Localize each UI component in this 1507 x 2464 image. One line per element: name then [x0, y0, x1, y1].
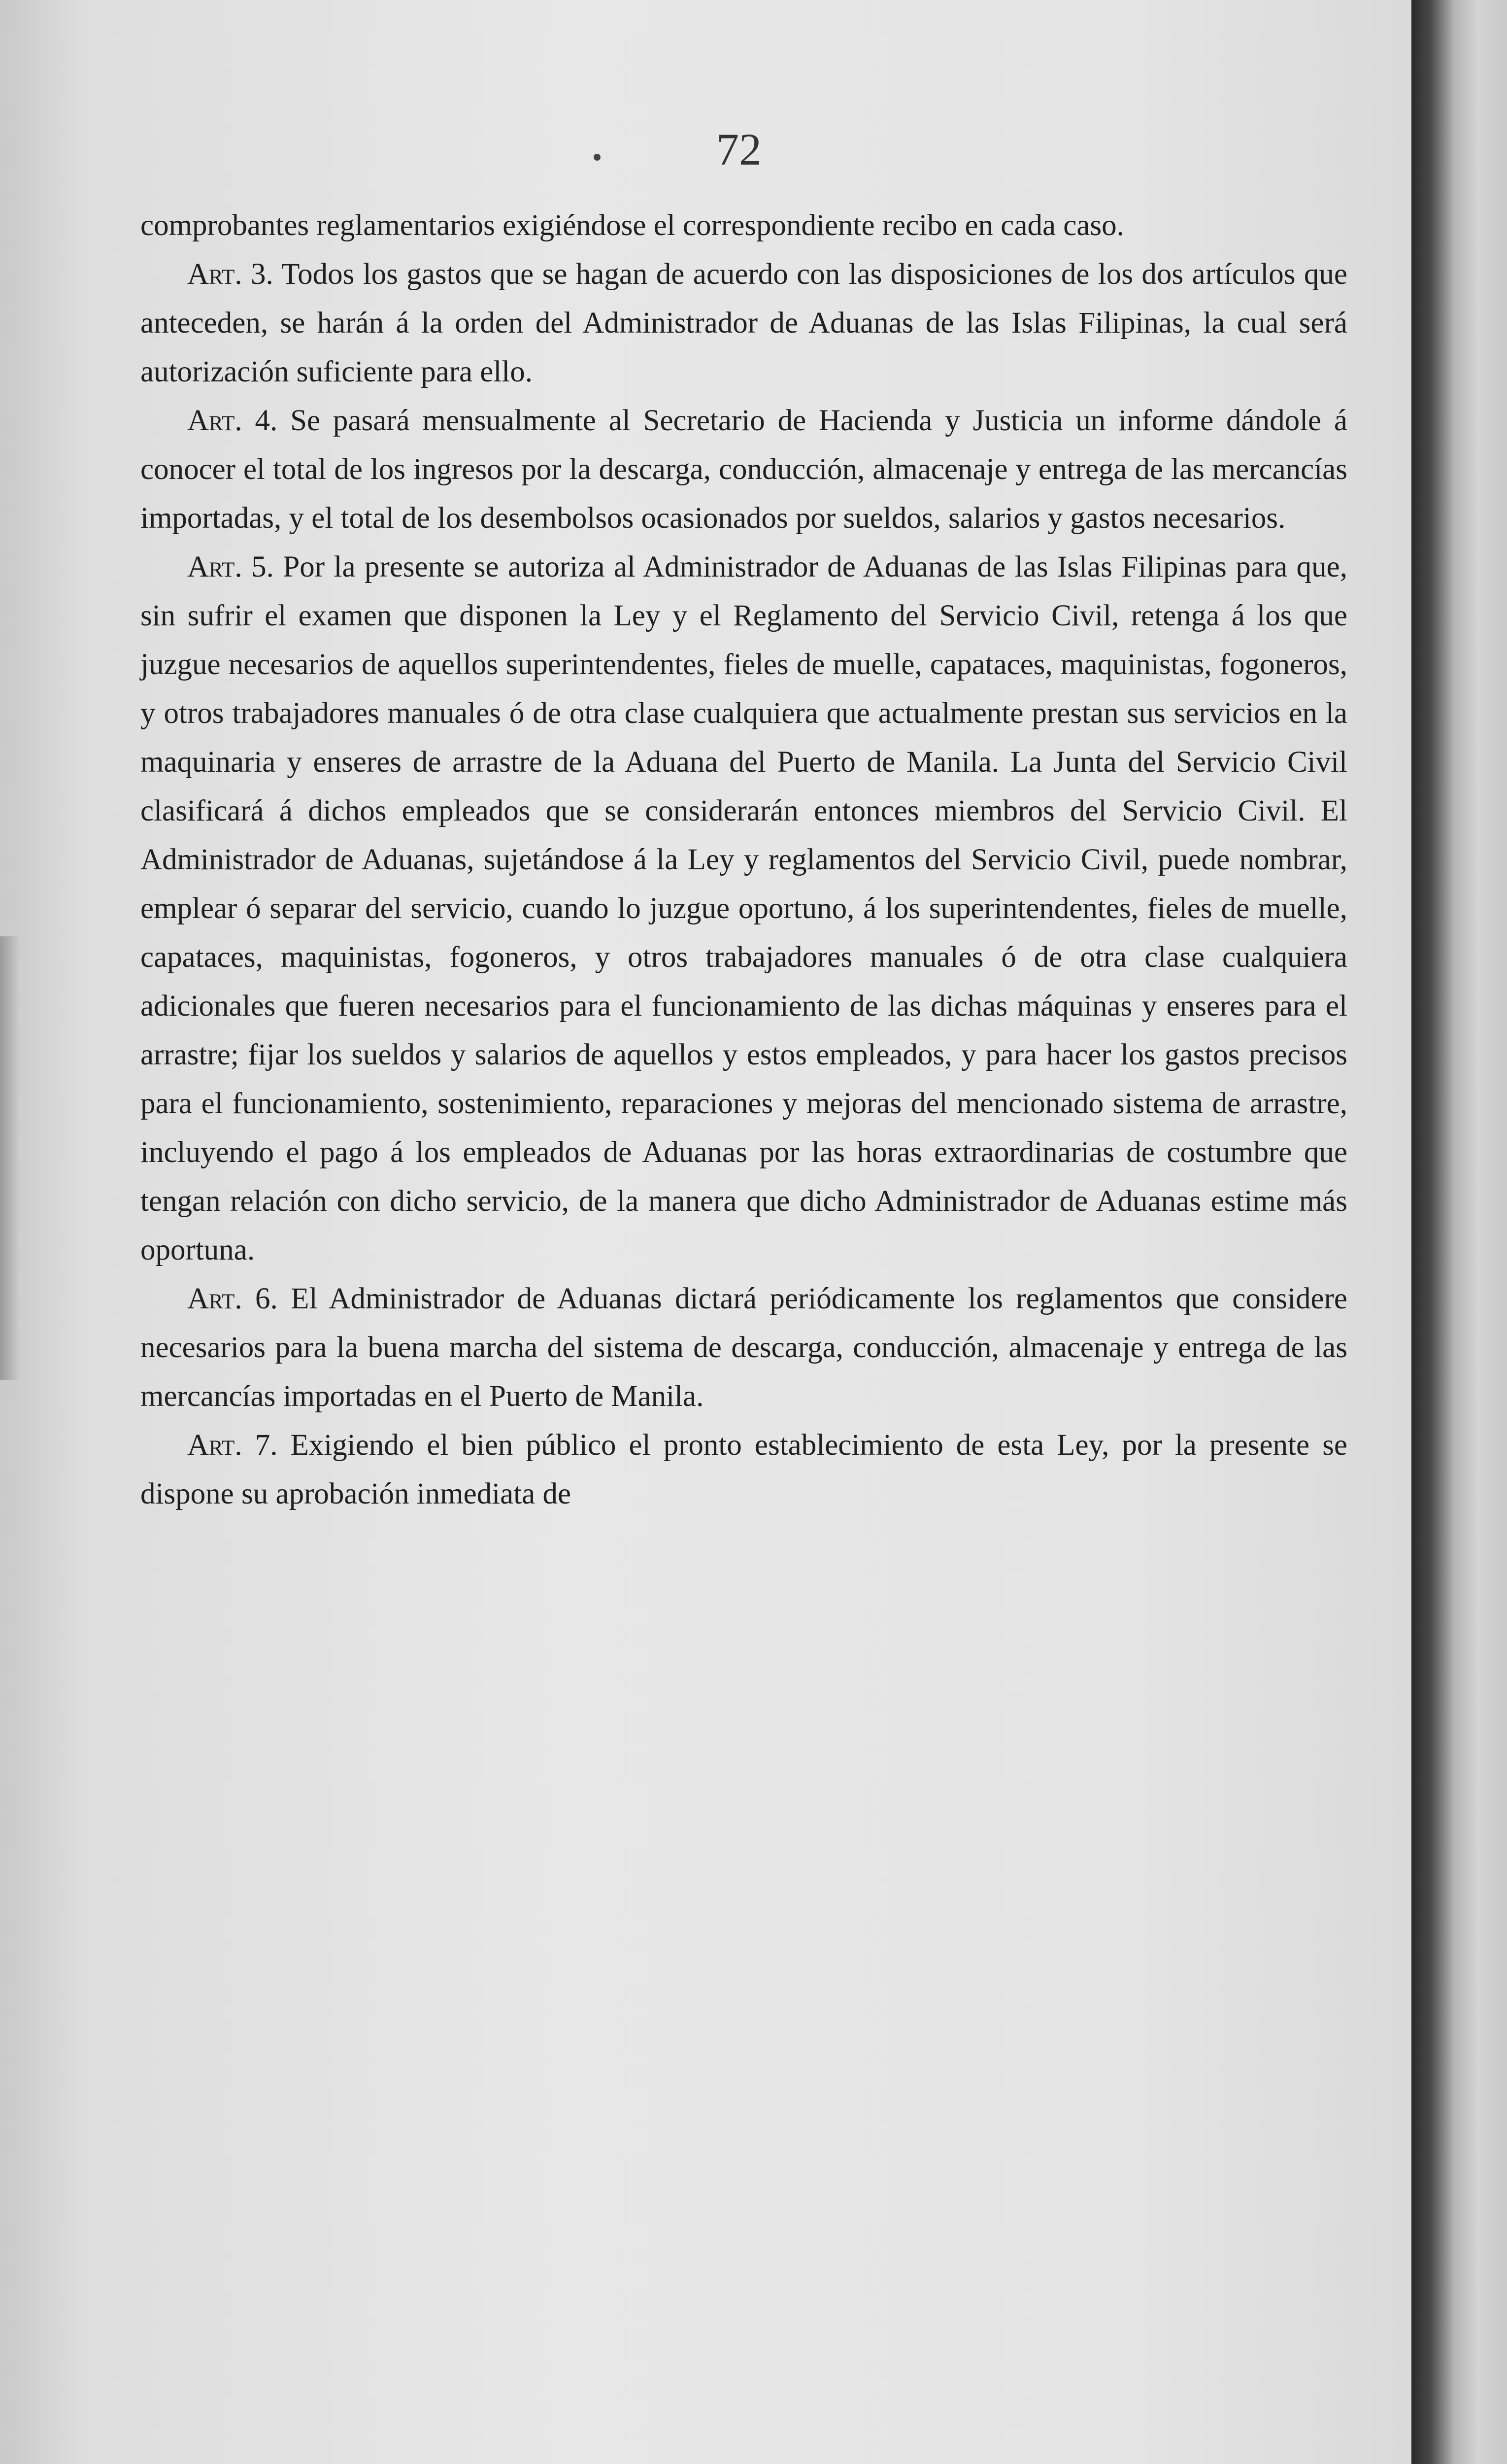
paragraph-art-7 [140, 1421, 1347, 1518]
page-number: 72 [716, 124, 762, 174]
paragraph-text: comprobantes reglamentarios exigiéndose el correspondiente recibo en cada caso. [140, 209, 1124, 242]
paragraph-text: Exigiendo el bien público el pronto establecimiento de esta Ley, por la presente se dispone su aprobación inmediata de [140, 1429, 1348, 1510]
paragraph-art-3 [140, 250, 1347, 396]
paragraph-text: Todos los gastos que se hagan de acuerdo con las disposiciones de los dos artículos que anteceden, se harán á la orden del Administrador de Aduanas de las Islas Filipinas, la cual será autorización suficiente para ello. [140, 258, 1347, 388]
page-edge-shadow [0, 936, 20, 1380]
paragraph-continuation [140, 201, 1347, 250]
book-spine-edge [1411, 0, 1507, 2464]
ink-mark [594, 154, 601, 161]
body-text [140, 201, 1347, 1518]
paragraph-text: Se pasará mensualmente al Secretario de Hacienda y Justicia un informe dándole á conocer el total de los ingresos por la descarga, conducción, almacenaje y entrega de las mercancías importadas, y el total de los desembolsos ocasionados por sueldos, salarios y gastos necesarios. [140, 404, 1347, 535]
paragraph-text: El Administrador de Aduanas dictará periódicamente los reglamentos que considere necesarios para la buena marcha del sistema de descarga, conducción, almacenaje y entrega de las mercancías importadas en el Puerto de Manila. [140, 1282, 1347, 1413]
paragraph-art-6 [140, 1274, 1347, 1421]
paragraph-text: Por la presente se autoriza al Administrador de Aduanas de las Islas Filipinas para que, sin sufrir el examen que disponen la Ley y el Reglamento del Servicio Civil, retenga á los que juzgue necesarios de aquellos superintendentes, fieles de muelle, capataces, maquinistas, fogoneros, y otros trabajadores manuales ó de otra clase cualquiera que actualmente prestan sus servicios en la maquinaria y enseres de arrastre de la Aduana del Puerto de Manila. La Junta del Servicio Civil clasificará á dichos empleados que se considerarán entonces miembros del Servicio Civil. El Administrador de Aduanas, sujetándose á la Ley y reglamentos del Servicio Civil, puede nombrar, emplear ó separar del servicio, cuando lo juzgue oportuno, á los superintendentes, fieles de muelle, capataces, maquinistas, fogoneros, y otros trabajadores manuales ó de otra clase cualquiera adicionales que fueren necesarios para el funcionamiento de las dichas máquinas y enseres para el arrastre; fijar los sueldos y salarios de aquellos y estos empleados, y para hacer los gastos precisos para el funcionamiento, sostenimiento, reparaciones y mejoras del mencionado sistema de arrastre, incluyendo el pago á los empleados de Aduanas por las horas extraordinarias de costumbre que tengan relación con dicho servicio, de la manera que dicho Administrador de Aduanas estime más oportuna. [140, 550, 1348, 1266]
article-label: Art. 3. [187, 258, 273, 291]
paragraph-art-5 [140, 543, 1347, 1274]
article-label: Art. 6. [187, 1282, 278, 1315]
paragraph-art-4 [140, 396, 1347, 543]
article-label: Art. 5. [187, 550, 274, 583]
article-label: Art. 4. [187, 404, 278, 437]
article-label: Art. 7. [187, 1429, 278, 1462]
